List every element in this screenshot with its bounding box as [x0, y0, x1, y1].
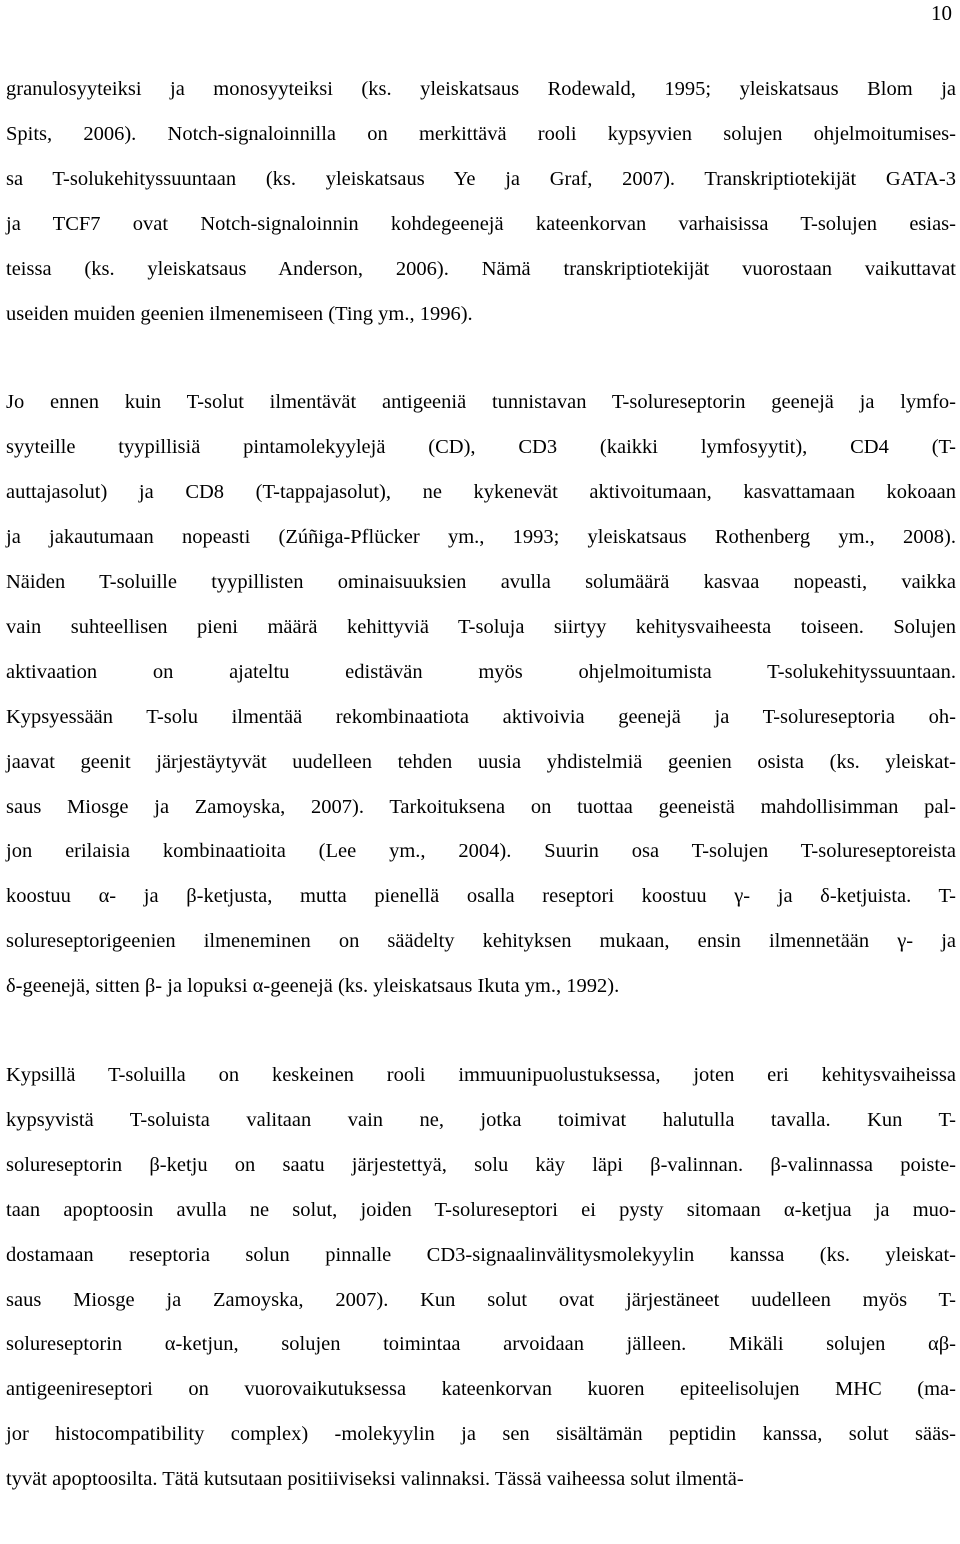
page-number: 10	[931, 1, 952, 25]
text-line: saus Miosge ja Zamoyska, 2007). Kun solut ovat järjestäneet uudelleen myös T-	[6, 1288, 956, 1311]
text-line: taan apoptoosin avulla ne solut, joiden T-solureseptori ei pysty sitomaan α-ketjua ja muo-	[6, 1198, 956, 1221]
text-line: syyteille tyypillisiä pintamolekyylejä (CD), CD3 (kaikki lymfosyytit), CD4 (T-	[6, 436, 956, 459]
text-line: jaavat geenit järjestäytyvät uudelleen tehden uusia yhdistelmiä geenien osista (ks. yleiskat-	[6, 750, 956, 773]
text-line: solureseptorin α-ketjun, solujen toimintaa arvoidaan jälleen. Mikäli solujen αβ-	[6, 1333, 956, 1356]
text-line: granulosyyteiksi ja monosyyteiksi (ks. yleiskatsaus Rodewald, 1995; yleiskatsaus Blom ja	[6, 78, 956, 100]
text-line: Kypsillä T-soluilla on keskeinen rooli immuunipuolustuksessa, joten eri kehitysvaiheissa	[6, 1064, 956, 1086]
text-line: dostamaan reseptoria solun pinnalle CD3-signaalinvälitysmolekyylin kanssa (ks. yleiskat-	[6, 1243, 956, 1266]
text-line: aktivaation on ajateltu edistävän myös ohjelmoitumista T-solukehityssuuntaan.	[6, 660, 956, 683]
text-line: solureseptorin β-ketju on saatu järjestettyä, solu käy läpi β-valinnan. β-valinnassa poiste-	[6, 1153, 956, 1176]
text-line: Spits, 2006). Notch-signaloinnilla on merkittävä rooli kypsyvien solujen ohjelmoitumises-	[6, 122, 956, 145]
text-line: Jo ennen kuin T-solut ilmentävät antigeeniä tunnistavan T-solureseptorin geenejä ja lymfo-	[6, 391, 956, 414]
text-line: koostuu α- ja β-ketjusta, mutta pienellä osalla reseptori koostuu γ- ja δ-ketjuista. T-	[6, 885, 956, 908]
text-line: vain suhteellisen pieni määrä kehittyviä T-soluja siirtyy kehitysvaiheesta toiseen. Solujen	[6, 615, 956, 638]
text-line: saus Miosge ja Zamoyska, 2007). Tarkoituksena on tuottaa geeneistä mahdollisimman pal-	[6, 795, 956, 818]
text-line: jon erilaisia kombinaatioita (Lee ym., 2004). Suurin osa T-solujen T-solureseptoreista	[6, 840, 956, 863]
text-line: solureseptorigeenien ilmeneminen on säädelty kehityksen mukaan, ensin ilmennetään γ- ja	[6, 930, 956, 953]
text-line: kypsyvistä T-soluista valitaan vain ne, jotka toimivat halutulla tavalla. Kun T-	[6, 1108, 956, 1131]
text-line: auttajasolut) ja CD8 (T-tappajasolut), ne kykenevät aktivoitumaan, kasvattamaan kokoaan	[6, 481, 956, 504]
text-line: ja jakautumaan nopeasti (Zúñiga-Pflücker ym., 1993; yleiskatsaus Rothenberg ym., 2008).	[6, 526, 956, 549]
text-line: jor histocompatibility complex) -molekyylin ja sen sisältämän peptidin kanssa, solut sääs-	[6, 1423, 956, 1446]
text-line: Kypsyessään T-solu ilmentää rekombinaatiota aktivoivia geenejä ja T-solureseptoria oh-	[6, 705, 956, 728]
text-line: ja TCF7 ovat Notch-signaloinnin kohdegeenejä kateenkorvan varhaisissa T-solujen esias-	[6, 212, 956, 235]
text-line: antigeenireseptori on vuorovaikutuksessa kateenkorvan kuoren epiteelisolujen MHC (ma-	[6, 1378, 956, 1401]
text-line: Näiden T-soluille tyypillisten ominaisuuksien avulla solumäärä kasvaa nopeasti, vaikka	[6, 571, 956, 593]
text-line: useiden muiden geenien ilmenemiseen (Ting ym., 1996).	[6, 302, 473, 325]
text-line: teissa (ks. yleiskatsaus Anderson, 2006). Nämä transkriptiotekijät vuorostaan vaikuttavat	[6, 257, 956, 280]
text-line: δ-geenejä, sitten β- ja lopuksi α-geenejä (ks. yleiskatsaus Ikuta ym., 1992).	[6, 975, 620, 998]
text-line: tyvät apoptoosilta. Tätä kutsutaan positiiviseksi valinnaksi. Tässä vaiheessa solut ilmentä-	[6, 1468, 744, 1491]
text-line: sa T-solukehityssuuntaan (ks. yleiskatsaus Ye ja Graf, 2007). Transkriptiotekijät GATA-3	[6, 167, 956, 190]
